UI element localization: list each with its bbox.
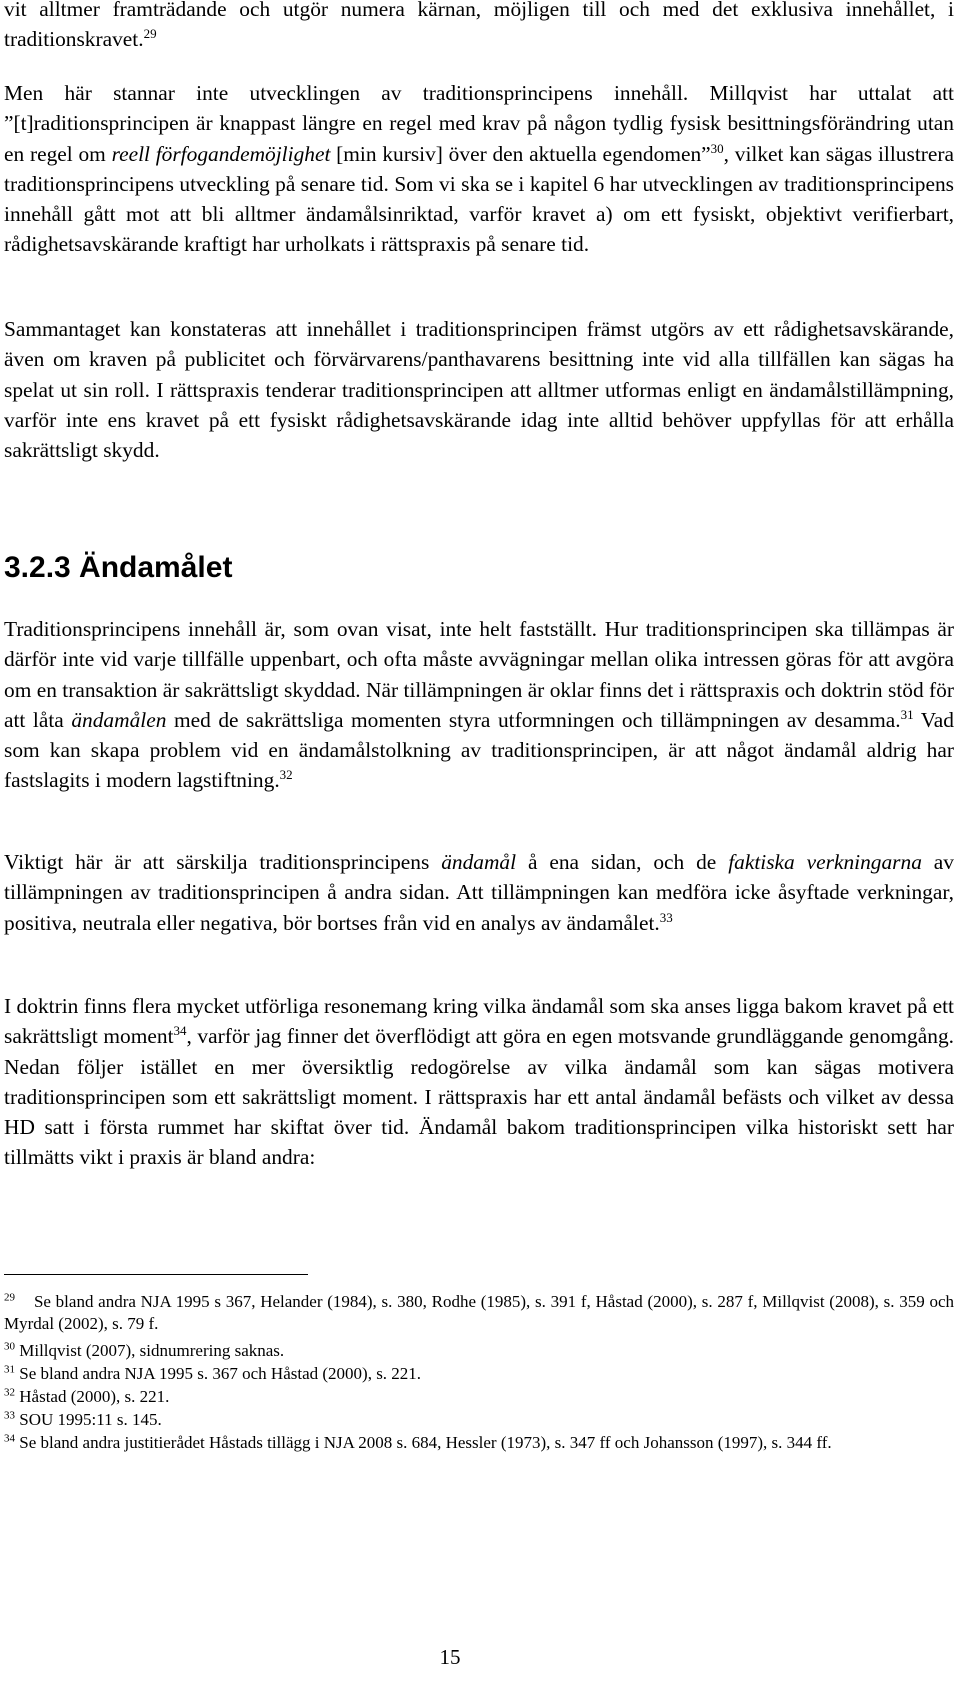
- footnote-ref-29: 29: [143, 26, 157, 42]
- paragraph-text: Men här stannar inte utvecklingen av traditionsprincipens innehåll. Millqvist har uttalat att ”[t]raditionsprincipen är knappast längre en regel med krav på någon tydlig fysisk besittningsförändring utan en regel om: [4, 81, 954, 166]
- footnote-33: [4, 1409, 954, 1431]
- paragraph-text: Traditionsprincipens innehåll är, som ovan visat, inte helt fastställt. Hur traditionsprincipen ska tillämpas är därför inte vid varje tillfälle uppenbart, och ofta måste avvägningar mellan olika intressen göras för att avgöra om en transaktion är sakrättsligt skyddad. När tillämpningen är oklar finns det i rättspraxis och doktrin stöd för att låta: [4, 617, 954, 732]
- footnote-text: SOU 1995:11 s. 145.: [19, 1410, 162, 1429]
- footnote-34: [4, 1432, 954, 1454]
- paragraph-distinction: [4, 847, 954, 938]
- paragraph-text: I doktrin finns flera mycket utförliga resonemang kring vilka ändamål som ska anses ligga bakom kravet på ett sakrättsligt moment: [4, 994, 954, 1049]
- footnote-text: Se bland andra NJA 1995 s. 367 och Håstad (2000), s. 221.: [19, 1364, 422, 1383]
- footnote-ref-30: 30: [710, 140, 724, 156]
- paragraph-doctrine: [4, 991, 954, 1173]
- footnote-ref-34: 34: [173, 1023, 187, 1039]
- paragraph-text: av tillämpningen av traditionsprincipen å andra sidan. Att tillämpningen kan medföra icke åsyftade verkningar, positiva, neutrala eller negativa, bör bortses från vid en analys av ändamålet.: [4, 850, 954, 935]
- emphasis-text: faktiska verkningarna: [728, 850, 922, 874]
- paragraph-purpose: [4, 614, 954, 796]
- footnote-number: 33: [4, 1409, 15, 1422]
- footnote-30: [4, 1340, 954, 1362]
- paragraph-text: med de sakrättsliga momenten styra utformningen och tillämpningen av desamma.: [173, 707, 901, 732]
- paragraph-continuation: [4, 0, 954, 55]
- paragraph-text: I rättspraxis tenderar traditionsprincipen att alltmer utformas enligt en ändamålstillämpning, varför inte ens kravet på ett fysiskt rådighetsavskärande idag inte alltid behöver uppfyllas för att erhålla sakrättsligt skydd.: [4, 377, 955, 463]
- emphasis-text: reell förfogandemöjlighet: [111, 141, 331, 166]
- paragraph-text: Som vi ska se i kapitel 6 har utvecklingen av traditionsprincipens innehåll gått mot att bli alltmer ändamålsinriktad, varför kravet a) om ett fysiskt, objektivt verifierbart, rådighetsavskärande kraftigt har urholkats i rättspraxis på senare tid.: [4, 171, 954, 257]
- emphasis-text: ändamålen: [71, 707, 167, 732]
- footnote-text: Se bland andra NJA 1995 s 367, Helander (1984), s. 380, Rodhe (1985), s. 391 f, Håstad (2000), s. 287 f, Millqvist (2008), s. 359 och Myrdal (2002), s. 79 f.: [4, 1292, 954, 1333]
- paragraph-text: vit alltmer framträdande och utgör numera kärnan, möjligen till och med det exklusiva innehållet, i traditionskravet.: [4, 0, 954, 52]
- footnote-text: Millqvist (2007), sidnumrering saknas.: [19, 1341, 285, 1360]
- paragraph-text: Sammantaget kan konstateras att innehållet i traditionsprincipen främst utgörs av ett rådighetsavskärande, även om kraven på publicitet och förvärvarens/panthavarens besittning inte vid alla tillfällen kan sägas ha spelat ut sin roll.: [4, 317, 954, 402]
- paragraph-text: Viktigt här är att särskilja traditionsprincipens: [4, 850, 430, 874]
- section-heading: 3.2.3 Ändamålet: [4, 551, 233, 584]
- emphasis-text: ändamål: [441, 850, 517, 874]
- paragraph-millqvist: [4, 78, 954, 260]
- footnote-separator: [4, 1274, 308, 1275]
- footnote-32: [4, 1386, 954, 1408]
- footnote-ref-31: 31: [900, 706, 914, 722]
- footnote-number: 31: [4, 1363, 15, 1376]
- paragraph-text: , varför jag finner det överflödigt att göra en egen motsvande grundläggande genomgång. Nedan följer istället en mer översiktlig redogörelse av vilka ändamål som kan sägas motivera traditionsprincipen som ett sakrättsligt moment. I rättspraxis har ett antal ändamål befästs och vilket av dessa HD satt i första rummet har skiftat över tid. Ändamål bakom traditionsprincipen vilka historiskt sett har tillmätts vikt i praxis är bland andra:: [4, 1024, 954, 1170]
- footnote-number: 29: [4, 1291, 15, 1304]
- page-number: 15: [439, 1645, 461, 1669]
- footnote-text: Se bland andra justitierådet Håstads tillägg i NJA 2008 s. 684, Hessler (1973), s. 347 ff och Johansson (1997), s. 344 ff.: [19, 1433, 832, 1452]
- paragraph-text: Vad som kan skapa problem vid en ändamålstolkning av traditionsprincipen, är att något ändamål aldrig har fastslagits i modern lagstiftning.: [4, 707, 954, 793]
- footnote-29: [4, 1291, 954, 1335]
- footnote-text: Håstad (2000), s. 221.: [19, 1387, 170, 1406]
- footnote-number: 30: [4, 1340, 15, 1353]
- paragraph-text: , vilket kan sägas illustrera traditionsprincipens utveckling på senare tid.: [4, 141, 954, 196]
- paragraph-summary: [4, 314, 954, 465]
- paragraph-text: å ena sidan, och de: [527, 850, 717, 874]
- footnote-ref-33: 33: [659, 909, 673, 925]
- footnote-number: 34: [4, 1432, 15, 1445]
- footnote-ref-32: 32: [279, 767, 293, 783]
- footnote-31: [4, 1363, 954, 1385]
- paragraph-text: [min kursiv] över den aktuella egendomen”: [336, 141, 711, 166]
- footnote-number: 32: [4, 1386, 15, 1399]
